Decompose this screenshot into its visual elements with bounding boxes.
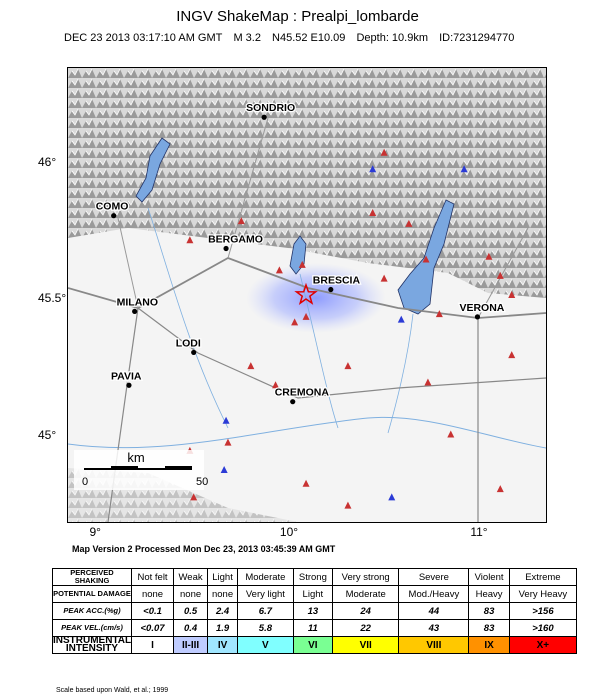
shaking-cell: Strong	[293, 569, 332, 586]
intensity-header: INSTRUMENTAL INTENSITY	[53, 635, 132, 654]
seismic-station-blue	[398, 316, 405, 323]
seismic-station-blue	[221, 466, 228, 473]
intensity-cell: II-III	[174, 637, 208, 654]
velocity-cell: 11	[293, 620, 332, 637]
acceleration-cell: 2.4	[208, 603, 238, 620]
city-marker	[262, 115, 267, 120]
city-label: CREMONA	[274, 386, 329, 399]
latitude-label: 45.5°	[38, 291, 67, 306]
acceleration-header: PEAK ACC.(%g)	[53, 603, 132, 620]
seismic-station-red	[224, 439, 231, 446]
shaking-cell: Violent	[469, 569, 509, 586]
acceleration-cell: 83	[469, 603, 509, 620]
city-marker	[475, 314, 480, 319]
acceleration-cell: 44	[399, 603, 469, 620]
damage-cell: none	[208, 586, 238, 603]
velocity-cell: 0.4	[174, 620, 208, 637]
shaking-cell: Light	[208, 569, 238, 586]
city-label: LODI	[175, 337, 201, 350]
city-label: PAVIA	[110, 370, 142, 383]
seismic-station-red	[186, 236, 193, 243]
seismic-station-red	[381, 275, 388, 282]
seismic-station-red	[447, 430, 454, 437]
acceleration-cell: <0.1	[131, 603, 173, 620]
city-label: BERGAMO	[208, 233, 263, 246]
shaking-cell: Not felt	[131, 569, 173, 586]
seismic-station-red	[247, 362, 254, 369]
latitude-label: 45°	[38, 428, 57, 443]
event-id: ID:7231294770	[439, 32, 515, 44]
seismic-station-red	[497, 485, 504, 492]
shakemap[interactable]	[68, 68, 546, 522]
damage-cell: Very Heavy	[509, 586, 576, 603]
city-label: VERONA	[459, 301, 505, 314]
intensity-cell: V	[238, 637, 294, 654]
seismic-station-blue	[223, 417, 230, 424]
damage-row	[53, 586, 577, 603]
acceleration-row	[53, 603, 577, 620]
scale-bar-end: 50	[196, 476, 209, 488]
seismic-station-red	[344, 362, 351, 369]
seismic-station-red	[424, 379, 431, 386]
damage-cell: Mod./Heavy	[399, 586, 469, 603]
velocity-cell: 83	[469, 620, 509, 637]
shaking-cell: Severe	[399, 569, 469, 586]
damage-cell: Light	[293, 586, 332, 603]
map-version-note: Map Version 2 Processed Mon Dec 23, 2013 03:45:39 AM GMT	[72, 544, 336, 554]
damage-cell: none	[131, 586, 173, 603]
damage-cell: Very light	[238, 586, 294, 603]
velocity-cell: 5.8	[238, 620, 294, 637]
velocity-cell: 22	[332, 620, 398, 637]
acceleration-cell: 13	[293, 603, 332, 620]
city-marker	[126, 383, 131, 388]
velocity-row	[53, 620, 577, 637]
city-label: MILANO	[116, 296, 159, 309]
damage-cell: none	[174, 586, 208, 603]
scale-bar-title: km	[127, 450, 145, 465]
intensity-scale-legend	[52, 568, 577, 654]
intensity-cell: VII	[332, 637, 398, 654]
acceleration-cell: 6.7	[238, 603, 294, 620]
shaking-header: PERCEIVED SHAKING	[53, 569, 132, 586]
velocity-cell: <0.07	[131, 620, 173, 637]
intensity-cell: IX	[469, 637, 509, 654]
event-info	[64, 32, 522, 44]
seismic-station-red	[303, 480, 310, 487]
damage-cell: Moderate	[332, 586, 398, 603]
seismic-station-blue	[388, 493, 395, 500]
shaking-cell: Moderate	[238, 569, 294, 586]
scale-bar	[74, 450, 208, 490]
event-location: N45.52 E10.09	[272, 32, 346, 44]
acceleration-cell: 24	[332, 603, 398, 620]
longitude-label: 11°	[470, 525, 488, 539]
seismic-station-red	[508, 351, 515, 358]
acceleration-cell: >156	[509, 603, 576, 620]
city-marker	[290, 399, 295, 404]
damage-header: POTENTIAL DAMAGE	[53, 586, 132, 603]
intensity-row	[53, 637, 577, 654]
velocity-cell: 1.9	[208, 620, 238, 637]
city-marker	[111, 213, 116, 218]
event-depth: Depth: 10.9km	[356, 32, 429, 44]
po-river	[68, 417, 546, 448]
scale-bar-start: 0	[82, 476, 89, 488]
longitude-label: 10°	[279, 525, 299, 539]
city-marker	[132, 309, 137, 314]
seismic-station-red	[344, 502, 351, 509]
velocity-header: PEAK VEL.(cm/s)	[53, 620, 132, 637]
intensity-cell: VIII	[399, 637, 469, 654]
velocity-cell: 43	[399, 620, 469, 637]
acceleration-cell: 0.5	[174, 603, 208, 620]
event-date: DEC 23 2013 03:17:10 AM GMT	[64, 32, 223, 44]
intensity-cell: X+	[509, 637, 576, 654]
city-marker	[328, 287, 333, 292]
latitude-label: 46°	[38, 154, 57, 169]
city-marker	[223, 246, 228, 251]
velocity-cell: >160	[509, 620, 576, 637]
city-marker	[191, 350, 196, 355]
shaking-row	[53, 569, 577, 586]
city-label: COMO	[95, 200, 129, 213]
intensity-cell: VI	[293, 637, 332, 654]
shakemap-frame[interactable]	[67, 67, 547, 523]
intensity-cell: IV	[208, 637, 238, 654]
intensity-cell: I	[131, 637, 173, 654]
longitude-label: 9°	[89, 525, 101, 539]
event-magnitude: M 3.2	[233, 32, 261, 44]
damage-cell: Heavy	[469, 586, 509, 603]
city-label: SONDRIO	[246, 102, 296, 115]
map-title: INGV ShakeMap : Prealpi_lombarde	[176, 8, 419, 25]
shaking-cell: Very strong	[332, 569, 398, 586]
mincio-river	[388, 314, 413, 433]
shaking-cell: Weak	[174, 569, 208, 586]
city-label: BRESCIA	[312, 274, 361, 287]
scale-reference-note: Scale based upon Wald, et al.; 1999	[56, 687, 169, 694]
shaking-cell: Extreme	[509, 569, 576, 586]
